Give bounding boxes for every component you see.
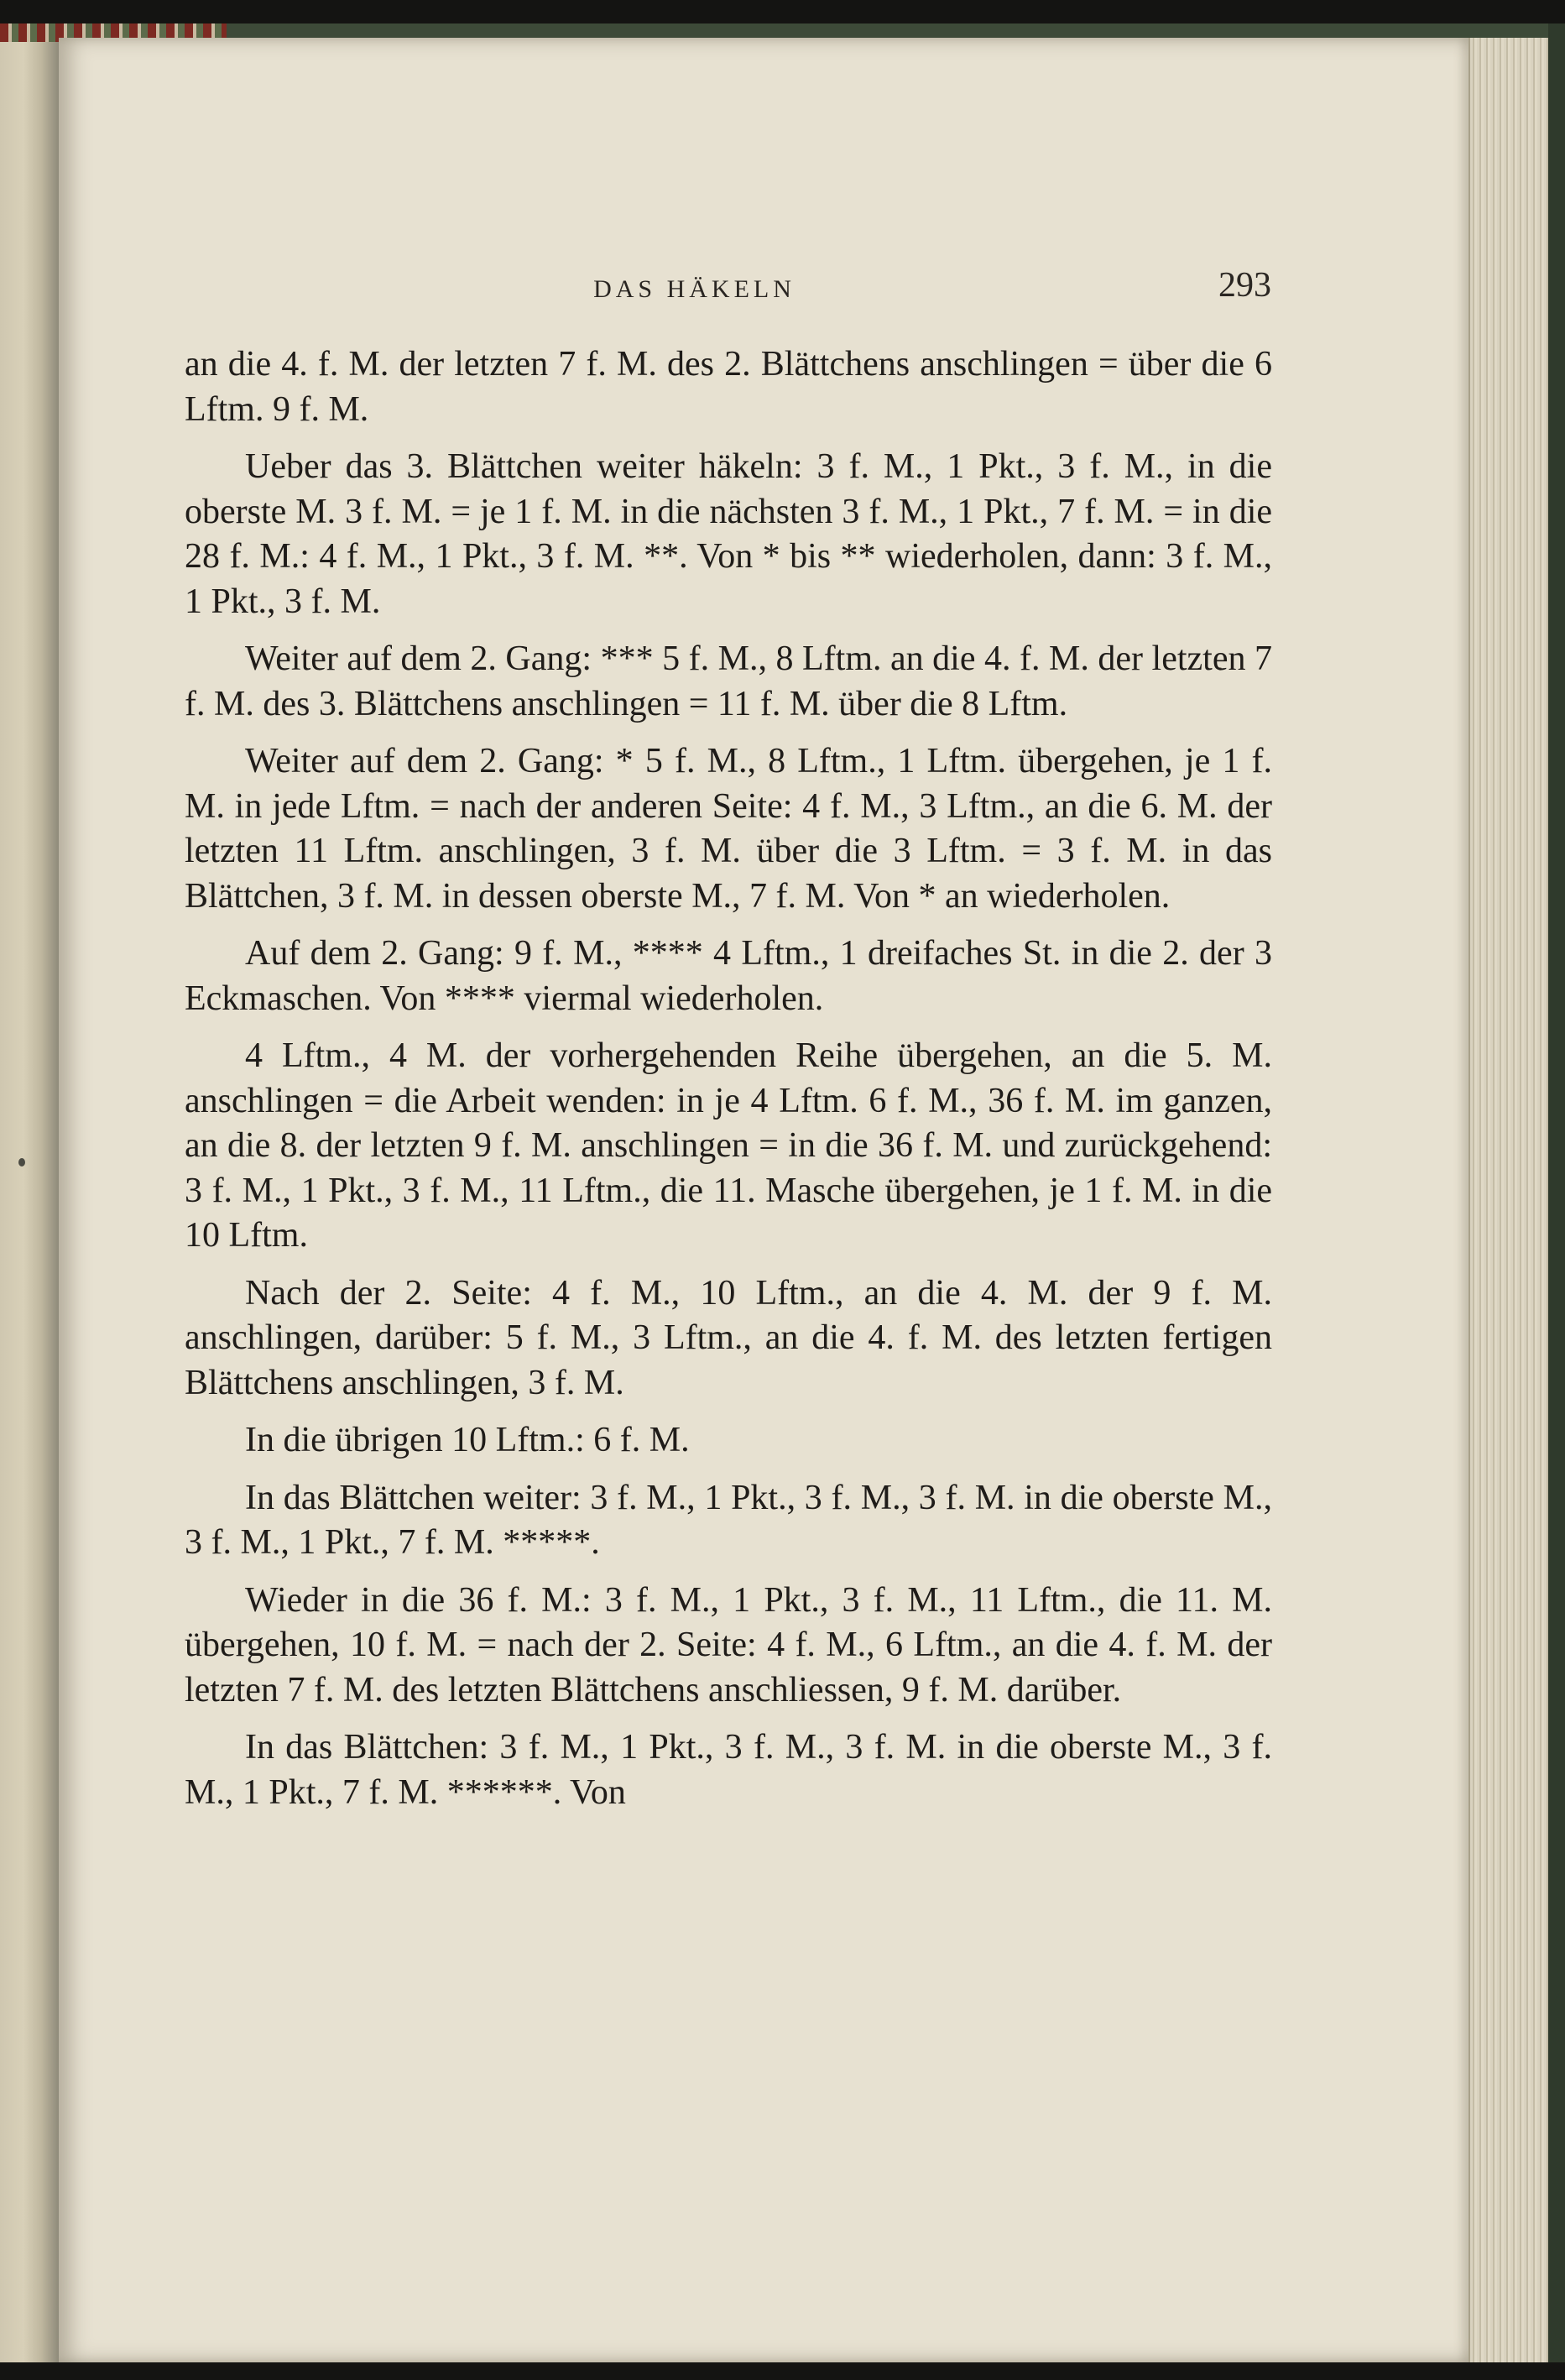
scan-top-border — [0, 0, 1565, 25]
paragraph: 4 Lftm., 4 M. der vorhergehenden Reihe übergehen, an die 5. M. anschlingen = die Arbeit wenden: in je 4 Lftm. 6 f. M., 36 f. M. im ganzen, an die 8. der letzten 9 f. M. anschlingen = in die 36 f. M. und zurückgehend: 3 f. M., 1 Pkt., 3 f. M., 11 Lftm., die 11. Masche übergehen, je 1 f. M. in die 10 Lftm. — [185, 1036, 1272, 1255]
paragraph: Weiter auf dem 2. Gang: * 5 f. M., 8 Lftm., 1 Lftm. übergehen, je 1 f. M. in jede Lftm. = nach der anderen Seite: 4 f. M., 3 Lftm., an die 6. M. der letzten 11 Lftm. anschlingen, 3 f. M. über die 3 Lftm. = 3 f. M. in das Blättchen, 3 f. M. in dessen oberste M., 7 f. M. Von * an wiederholen. — [185, 742, 1272, 916]
page-edges — [1468, 38, 1550, 2362]
running-head — [117, 265, 1271, 316]
scan-bottom-border — [0, 2362, 1565, 2380]
paragraph: an die 4. f. M. der letzten 7 f. M. des 2. Blättchens anschlingen = über die 6 Lftm. 9 f. M. — [185, 345, 1272, 429]
body-text — [185, 342, 1272, 1828]
paragraph: In das Blättchen weiter: 3 f. M., 1 Pkt., 3 f. M., 3 f. M. in die oberste M., 3 f. M., 1 Pkt., 7 f. M. *****. — [185, 1478, 1272, 1562]
paragraph: In das Blättchen: 3 f. M., 1 Pkt., 3 f. M., 3 f. M. in die oberste M., 3 f. M., 1 Pkt., 7 f. M. ******. Von — [185, 1728, 1272, 1812]
book-gutter — [0, 23, 59, 2365]
paragraph: Wieder in die 36 f. M.: 3 f. M., 1 Pkt., 3 f. M., 11 Lftm., die 11. M. übergehen, 10 f. M. = nach der 2. Seite: 4 f. M., 6 Lftm., an die 4. f. M. der letzten 7 f. M. des letzten Blättchens anschliessen, 9 f. M. darüber. — [185, 1580, 1272, 1709]
book-cover-edge — [1548, 23, 1565, 2365]
chapter-title: DAS HÄKELN — [593, 275, 796, 303]
paragraph: Nach der 2. Seite: 4 f. M., 10 Lftm., an die 4. M. der 9 f. M. anschlingen, darüber: 5 f. M., 3 Lftm., an die 4. f. M. des letzten fertigen Blättchens anschlingen, 3 f. M. — [185, 1273, 1272, 1402]
gutter-mark — [18, 1158, 25, 1167]
page-number: 293 — [1218, 266, 1271, 305]
paragraph: Ueber das 3. Blättchen weiter häkeln: 3 f. M., 1 Pkt., 3 f. M., in die oberste M. 3 f. M. = je 1 f. M. in die nächsten 3 f. M., 1 Pkt., 7 f. M. = in die 28 f. M.: 4 f. M., 1 Pkt., 3 f. M. **. Von * bis ** wiederholen, dann: 3 f. M., 1 Pkt., 3 f. M. — [185, 447, 1272, 621]
paragraph: Auf dem 2. Gang: 9 f. M., **** 4 Lftm., 1 dreifaches St. in die 2. der 3 Eckmaschen. Von **** viermal wiederholen. — [185, 934, 1272, 1018]
paragraph: In die übrigen 10 Lftm.: 6 f. M. — [245, 1421, 690, 1459]
paragraph: Weiter auf dem 2. Gang: *** 5 f. M., 8 Lftm. an die 4. f. M. der letzten 7 f. M. des 3. Blättchens anschlingen = 11 f. M. über die 8 Lftm. — [185, 639, 1272, 723]
